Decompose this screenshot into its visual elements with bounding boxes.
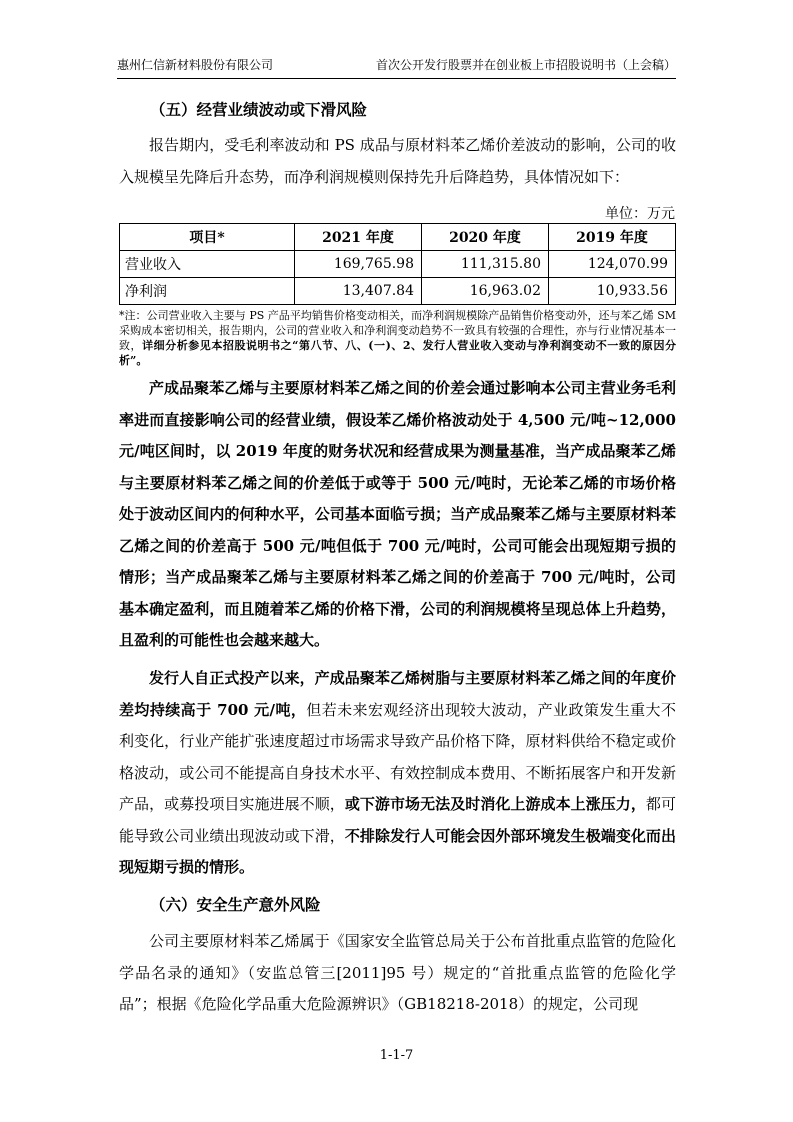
table-header-2021: 2021 年度: [295, 224, 422, 251]
cell-revenue-2021: 169,765.98: [295, 251, 422, 278]
table-row: [120, 278, 676, 305]
risk-text-4: 都可能导致公司业绩出现波动或下滑，: [119, 795, 676, 845]
cell-revenue-2020: 111,315.80: [422, 251, 549, 278]
risk-text-bold-5: 不排除发行人可能会因外部环境发生极端变化而出现短期亏损的情形。: [119, 826, 676, 876]
table-header-row: [120, 224, 676, 251]
risk-paragraph: [119, 663, 676, 884]
risk-text-2: 但若未来宏观经济出现较大波动，产业政策发生重大不利变化，行业产能扩张速度超过市场需求导致产品价格下降，原材料供给不稳定或价格波动，或公司不能提高自身技术水平、有效控制成本费用、不断拓展客户和开发新产品，或募投项目实施进展不顺，: [119, 700, 676, 813]
table-row: [120, 251, 676, 278]
section-6-heading: （六）安全生产意外风险: [150, 895, 321, 914]
footnote-text: *注：公司营业收入主要与 PS 产品平均销售价格变动相关，而净利润规模除产品销售价格变动外，还与苯乙烯 SM 采购成本密切相关，报告期内，公司的营业收入和净利润变动趋势不一致具有较强的合理性，亦与行业情况基本一致，: [119, 309, 676, 352]
risk-text-bold-1: 发行人自正式投产以来，产成品聚苯乙烯树脂与主要原材料苯乙烯之间的年度价差均持续高于 700 元/吨，: [119, 669, 676, 719]
page-header: [117, 56, 676, 79]
table-footnote: [119, 308, 676, 368]
row-label-net-profit: 净利润: [120, 278, 295, 305]
risk-text-bold-3: 或下游市场无法及时消化上游成本上涨压力，: [344, 795, 646, 813]
footnote-reference: 详细分析参见本招股说明书之“第八节、八、(一)、2、发行人营业收入变动与净利润变动不一致的原因分析”。: [119, 339, 677, 367]
price-spread-paragraph: 产成品聚苯乙烯与主要原材料苯乙烯之间的价差会通过影响本公司主营业务毛利率进而直接影响公司的经营业绩，假设苯乙烯价格波动处于 4,500 元/吨~12,000 元/吨区间时，以 2019 年度的财务状况和经营成果为测量基准，当产成品聚苯乙烯与主要原材料苯乙烯之间的价差低于或等于 500 元/吨时，无论苯乙烯的市场价格处于波动区间内的何种水平，公司基本面临亏损；当产成品聚苯乙烯与主要原材料苯乙烯之间的价差高于 500 元/吨但低于 700 元/吨时，公司可能会出现短期亏损的情形；当产成品聚苯乙烯与主要原材料苯乙烯之间的价差高于 700 元/吨时，公司基本确定盈利，而且随着苯乙烯的价格下滑，公司的利润规模将呈现总体上升趋势，且盈利的可能性也会越来越大。: [119, 379, 676, 649]
cell-net-profit-2020: 16,963.02: [422, 278, 549, 305]
cell-net-profit-2021: 13,407.84: [295, 278, 422, 305]
table-header-item: 项目*: [120, 224, 295, 251]
cell-net-profit-2019: 10,933.56: [549, 278, 676, 305]
row-label-revenue: 营业收入: [120, 251, 295, 278]
section-5-heading: （五）经营业绩波动或下滑风险: [150, 100, 368, 119]
header-doc-title: 首次公开发行股票并在创业板上市招股说明书（上会稿）: [375, 58, 676, 72]
financial-table: [119, 223, 676, 305]
section-5-intro: 报告期内，受毛利率波动和 PS 成品与原材料苯乙烯价差波动的影响，公司的收入规模呈先降后升态势，而净利润规模则保持先升后降趋势，具体情况如下：: [119, 136, 676, 186]
header-company: 惠州仁信新材料股份有限公司: [117, 58, 274, 72]
table-header-2019: 2019 年度: [549, 224, 676, 251]
page-number: 1-1-7: [379, 1048, 414, 1063]
section-6-paragraph: 公司主要原材料苯乙烯属于《国家安全监管总局关于公布首批重点监管的危险化学品名录的通知》（安监总管三[2011]95 号）规定的“首批重点监管的危险化学品”；根据《危险化学品重大危险源辨识》（GB18218-2018）的规定，公司现: [119, 932, 676, 1013]
cell-revenue-2019: 124,070.99: [549, 251, 676, 278]
table-unit: 单位：万元: [605, 206, 675, 222]
table-header-2020: 2020 年度: [422, 224, 549, 251]
